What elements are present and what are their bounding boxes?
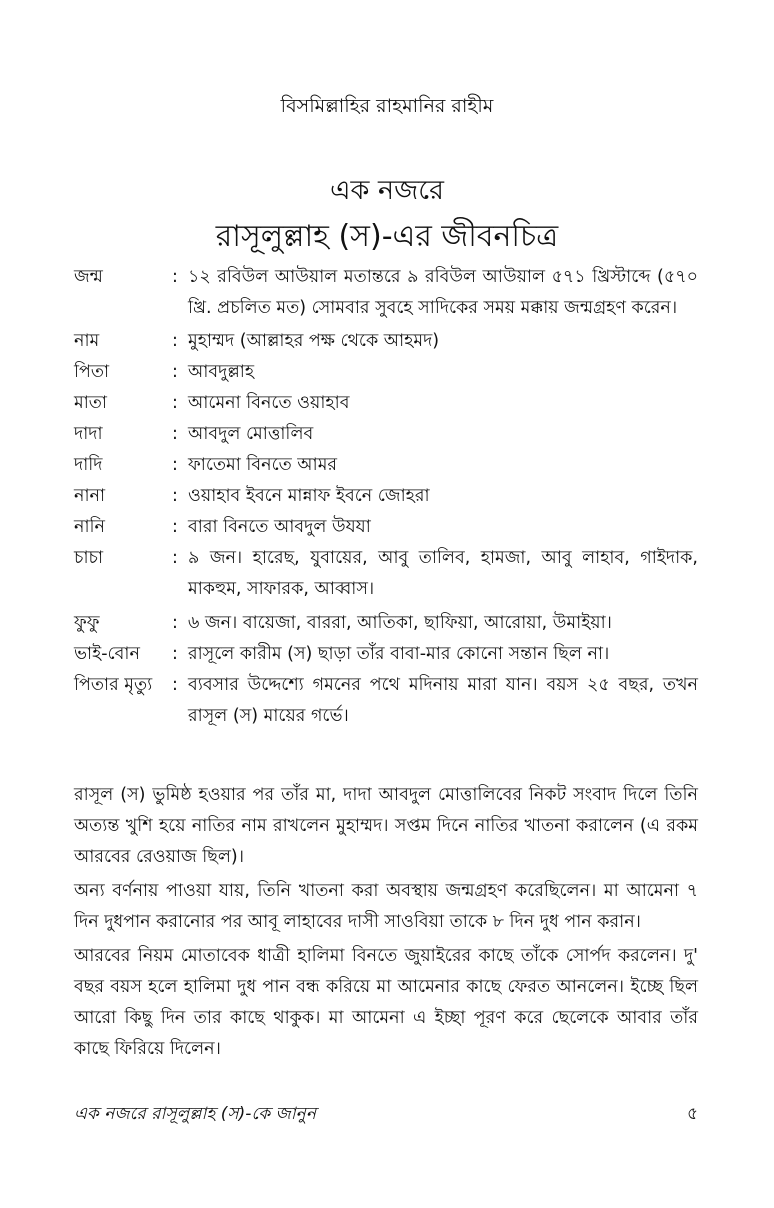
page-title-line2: রাসূলুল্লাহ (স)-এর জীবনচিত্র [215,219,559,254]
fact-value: ৬ জন। বায়েজা, বাররা, আতিকা, ছাফিয়া, আরোয়া, উমাইয়া। [188,613,612,633]
fact-label: নানা [74,486,106,506]
fact-colon: : [172,267,178,287]
fact-label: নাম [74,331,100,351]
fact-label: ভাই-বোন [74,644,140,664]
fact-colon: : [172,362,178,382]
body-paragraph: আরবের নিয়ম মোতাবেক ধাত্রী হালিমা বিনতে জুয়াইরের কাছে তাঁকে সোর্পদ করলেন। দু' বছর বয়স হলে হালিমা দুধ পান বন্ধ করিয়ে মা আমেনার কাছে ফেরত আনলেন। ইচ্ছে ছিল আরো কিছু দিন তার কাছে থাকুক। মা আমেনা এ ইচ্ছা পূরণ করে ছেলেকে আবার তাঁর কাছে ফিরিয়ে দিলেন। [74,946,698,1059]
biography-facts-list [74,262,698,732]
fact-value: আবদুল মোত্তালিব [188,424,314,444]
fact-label: ফুফু [74,613,100,633]
fact-label: দাদা [74,424,103,444]
fact-value: বারা বিনতে আবদুল উযযা [188,517,371,537]
fact-value: ওয়াহাব ইবনে মান্নাফ ইবনে জোহরা [188,486,430,506]
body-paragraph: অন্য বর্ণনায় পাওয়া যায়, তিনি খাতনা করা অবস্থায় জন্মগ্রহণ করেছিলেন। মা আমেনা ৭ দিন দুধপান করানোর পর আবূ লাহাবের দাসী সাওবিয়া তাকে ৮ দিন দুধ পান করান। [74,881,698,932]
fact-colon: : [172,675,178,695]
fact-row-birth [74,262,698,324]
fact-value: ৯ জন। হারেছ, যুবায়ের, আবু তালিব, হামজা, আবু লাহাব, গাইদাক, মাকহুম, সাফারক, আব্বাস। [188,548,698,599]
fact-row-siblings [74,639,698,670]
fact-value: ব্যবসার উদ্দেশ্যে গমনের পথে মদিনায় মারা যান। বয়স ২৫ বছর, তখন রাসূল (স) মায়ের গর্ভে। [188,675,698,726]
fact-label: নানি [74,517,105,537]
fact-label: পিতার মৃত্যু [74,675,153,695]
fact-row-father [74,357,698,388]
fact-row-name [74,326,698,357]
page-number: ৫ [686,1104,698,1124]
fact-colon: : [172,331,178,351]
fact-colon: : [172,486,178,506]
fact-row-uncles [74,543,698,605]
footer-book-title: এক নজরে রাসূলুল্লাহ (স)-কে জানুন [74,1104,316,1124]
fact-row-paternal-grandfather [74,419,698,450]
fact-value: ফাতেমা বিনতে আমর [188,455,338,475]
fact-row-aunts [74,608,698,639]
fact-colon: : [172,548,178,568]
fact-row-maternal-grandfather [74,481,698,512]
fact-colon: : [172,424,178,444]
fact-colon: : [172,393,178,413]
fact-label: দাদি [74,455,103,475]
fact-row-paternal-grandmother [74,450,698,481]
fact-row-father-death [74,670,698,732]
fact-value: মুহাম্মদ (আল্লাহর পক্ষ থেকে আহমদ) [188,331,440,351]
fact-label: জন্ম [74,267,103,287]
fact-value: আমেনা বিনতে ওয়াহাব [188,393,350,413]
fact-label: চাচা [74,548,104,568]
page-footer [74,1101,698,1129]
bismillah-header: বিসমিল্লাহির রাহমানির রাহীম [280,95,494,117]
fact-colon: : [172,455,178,475]
fact-label: পিতা [74,362,110,382]
fact-value: ১২ রবিউল আউয়াল মতান্তরে ৯ রবিউল আউয়াল ৫৭১ খ্রিস্টাব্দে (৫৭০ খ্রি. প্রচলিত মত) সোমবার সুবহে সাদিকের সময় মক্কায় জন্মগ্রহণ করেন। [188,267,698,318]
fact-value: আবদুল্লাহ [188,362,255,382]
fact-colon: : [172,644,178,664]
fact-row-maternal-grandmother [74,512,698,543]
fact-colon: : [172,517,178,537]
fact-value: রাসূলে কারীম (স) ছাড়া তাঁর বাবা-মার কোনো সন্তান ছিল না। [188,644,610,664]
fact-row-mother [74,388,698,419]
body-paragraphs [74,780,698,1068]
fact-label: মাতা [74,393,107,413]
fact-colon: : [172,613,178,633]
body-paragraph: রাসূল (স) ভুমিষ্ঠ হওয়ার পর তাঁর মা, দাদা আবদুল মোত্তালিবের নিকট সংবাদ দিলে তিনি অত্যন্ত খুশি হয়ে নাতির নাম রাখলেন মুহাম্মদ। সপ্তম দিনে নাতির খাতনা করালেন (এ রকম আরবের রেওয়াজ ছিল)। [74,785,698,867]
page-title-line1: এক নজরে [330,175,444,206]
